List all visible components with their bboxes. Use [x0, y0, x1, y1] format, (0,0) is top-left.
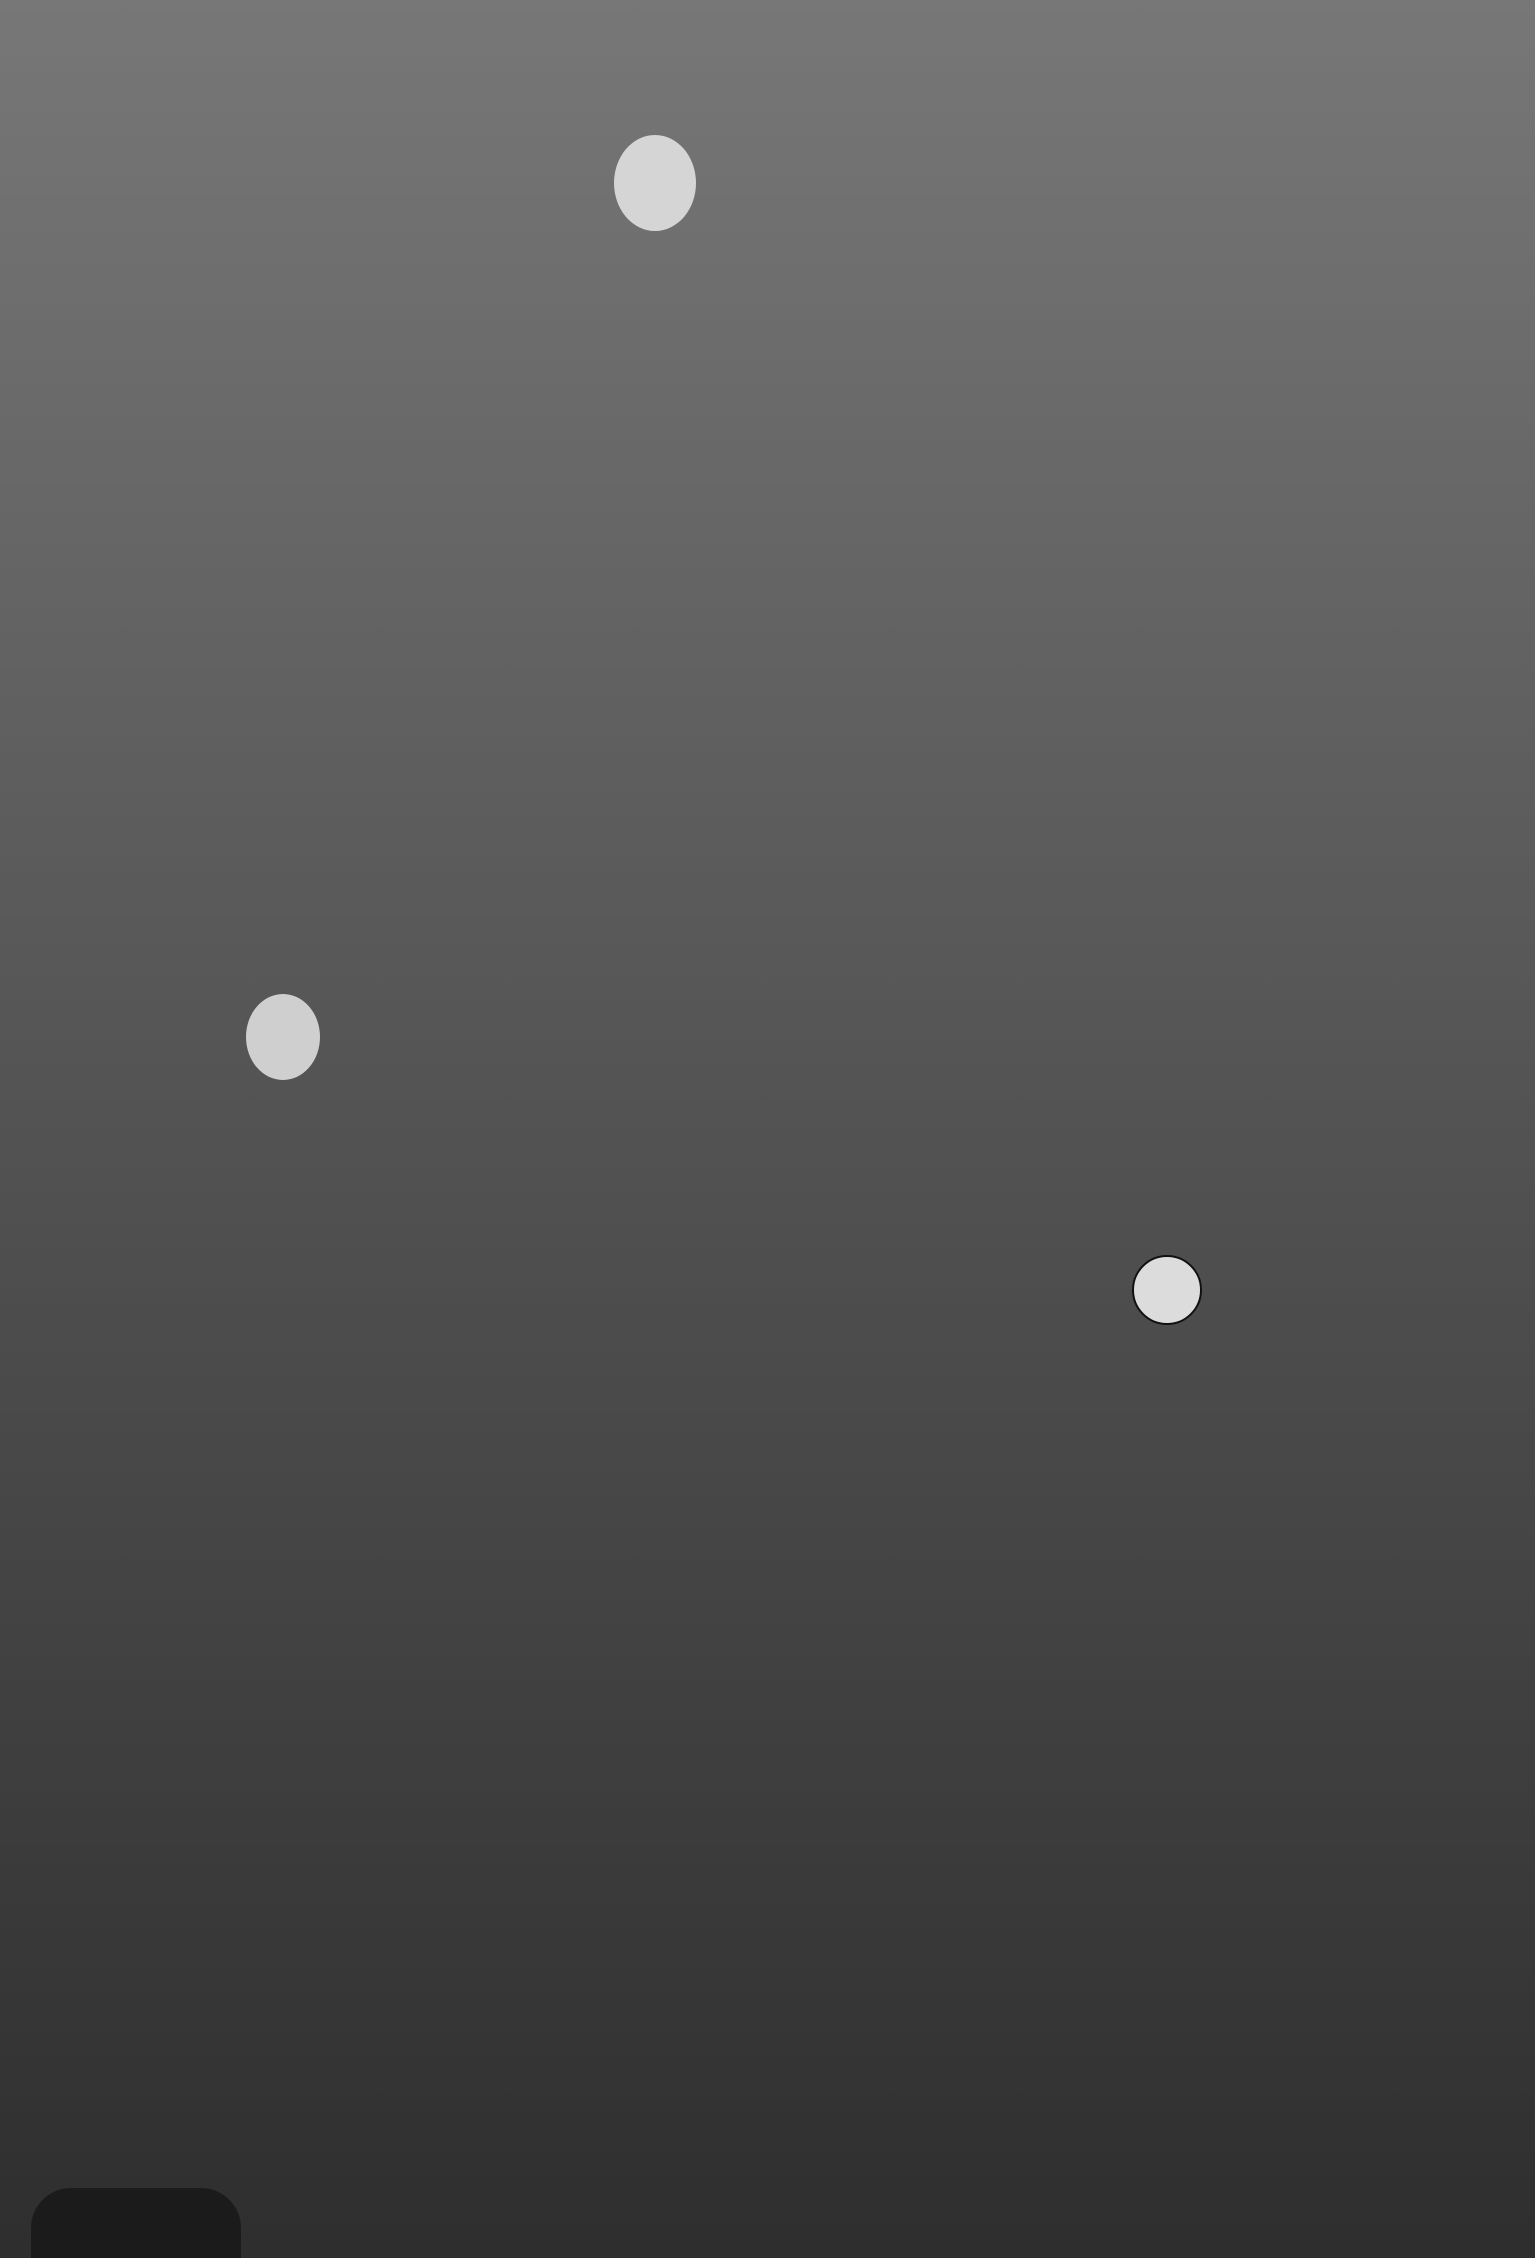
- sidebar-item-alitheia[interactable]: [1024, 911, 1494, 1149]
- politicians-portrait: [1278, 911, 1494, 1149]
- sidebar: [1004, 319, 1494, 1708]
- content-grid: [22, 319, 1513, 1708]
